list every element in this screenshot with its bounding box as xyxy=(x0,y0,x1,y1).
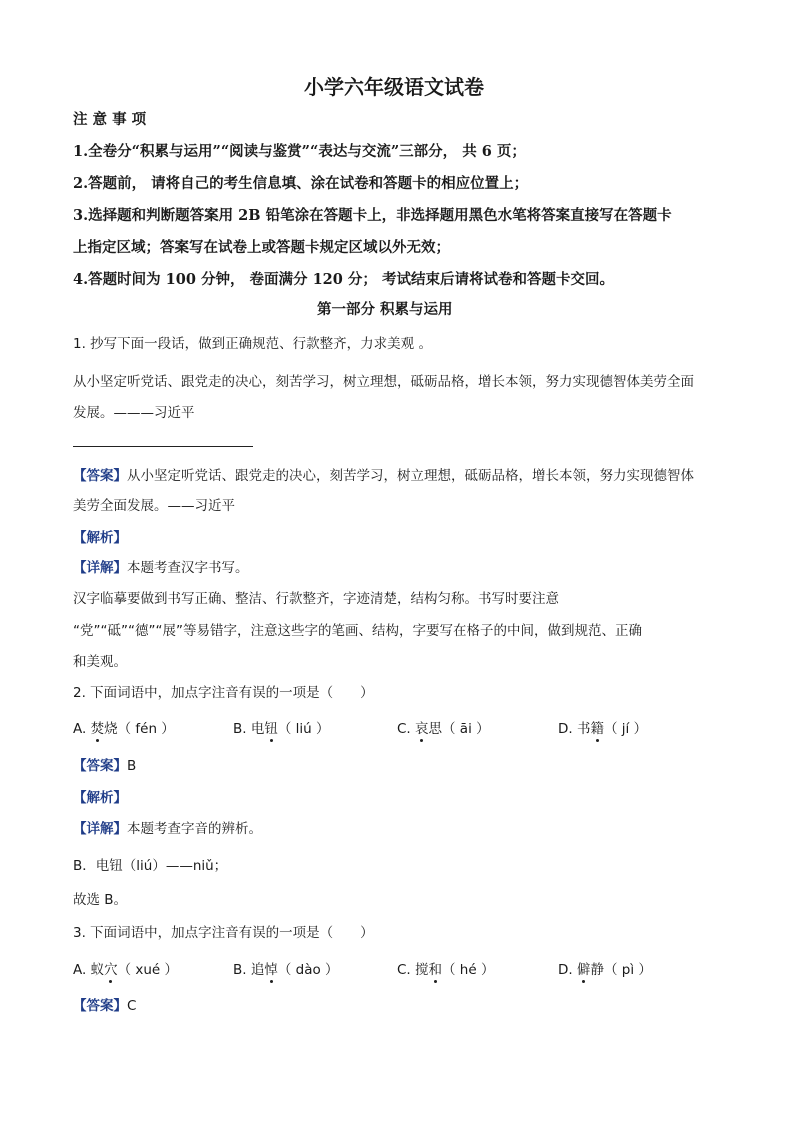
answer-text: 从小坚定听党话、跟党走的决心，刻苦学习，树立理想，砥砺品格，增长本领，努力实现德智体 xyxy=(127,468,694,484)
q3-option-d: D. 僻静（ pì ） xyxy=(558,962,652,978)
answer-line xyxy=(73,446,253,447)
q1-text-line1: 从小坚定听党话、跟党走的决心，刻苦学习，树立理想，砥砺品格，增长本领，努力实现德智体美劳全面 xyxy=(73,374,694,390)
analysis-tag: 【解析】 xyxy=(73,530,127,546)
q2-prompt: 2. 下面词语中，加点字注音有误的一项是（ ） xyxy=(73,685,374,701)
detail-text: 本题考查汉字书写。 xyxy=(127,560,249,576)
q1-detail xyxy=(73,556,249,576)
q2-analysis-tag: 【解析】 xyxy=(73,790,127,806)
notice-4: 4.答题时间为 100 分钟， 卷面满分 120 分； 考试结束后请将试卷和答题卡交回。 xyxy=(73,271,614,288)
q1-explain-line2: “党”“砥”“德”“展”等易错字，注意这些字的笔画、结构，字要写在格子的中间，做到规范、正确 xyxy=(73,623,642,639)
q2-explain-line1: B．电钮（liú）——niǔ； xyxy=(73,858,228,874)
q2-option-a: A. 焚烧（ fén ） xyxy=(73,721,175,737)
q3-answer: 【答案】C xyxy=(73,998,137,1014)
q3-prompt: 3. 下面词语中，加点字注音有误的一项是（ ） xyxy=(73,925,374,941)
notice-3: 3.选择题和判断题答案用 2B 铅笔涂在答题卡上，非选择题用黑色水笔将答案直接写在答题卡 xyxy=(73,207,672,224)
q1-answer-cont: 美劳全面发展。——习近平 xyxy=(73,498,235,514)
q3-option-a: A. 蚁穴（ xué ） xyxy=(73,962,179,978)
q2-explain-line2: 故选 B。 xyxy=(73,892,128,908)
q2-option-c: C. 哀思（ āi ） xyxy=(397,721,490,737)
page-title: 小学六年级语文试卷 xyxy=(304,75,484,99)
q3-option-c: C. 搅和（ hé ） xyxy=(397,962,495,978)
q1-explain-line1: 汉字临摹要做到书写正确、整洁、行款整齐，字迹清楚，结构匀称。书写时要注意 xyxy=(73,591,559,607)
notice-2: 2.答题前， 请将自己的考生信息填、涂在试卷和答题卡的相应位置上； xyxy=(73,175,529,192)
detail-tag: 【详解】 xyxy=(73,560,127,576)
q2-option-d: D. 书籍（ jí ） xyxy=(558,721,648,737)
q2-option-b: B. 电钮（ liú ） xyxy=(233,721,330,737)
notice-3-cont: 上指定区域；答案写在试卷上或答题卡规定区域以外无效； xyxy=(73,239,450,256)
q3-option-b: B. 追悼（ dào ） xyxy=(233,962,339,978)
q1-explain-line3: 和美观。 xyxy=(73,654,127,670)
answer-tag: 【答案】 xyxy=(73,468,127,484)
q1-text-line2: 发展。———习近平 xyxy=(73,405,195,421)
q2-answer: 【答案】B xyxy=(73,758,137,774)
q1-answer xyxy=(73,464,694,484)
notice-heading: 注 意 事 项 xyxy=(73,111,147,128)
q2-detail: 【详解】本题考查字音的辨析。 xyxy=(73,821,262,837)
section-title: 第一部分 积累与运用 xyxy=(317,301,453,318)
q1-prompt: 1. 抄写下面一段话，做到正确规范、行款整齐，力求美观 。 xyxy=(73,336,432,352)
notice-1: 1.全卷分“积累与运用”“阅读与鉴赏”“表达与交流”三部分， 共 6 页； xyxy=(73,143,526,160)
